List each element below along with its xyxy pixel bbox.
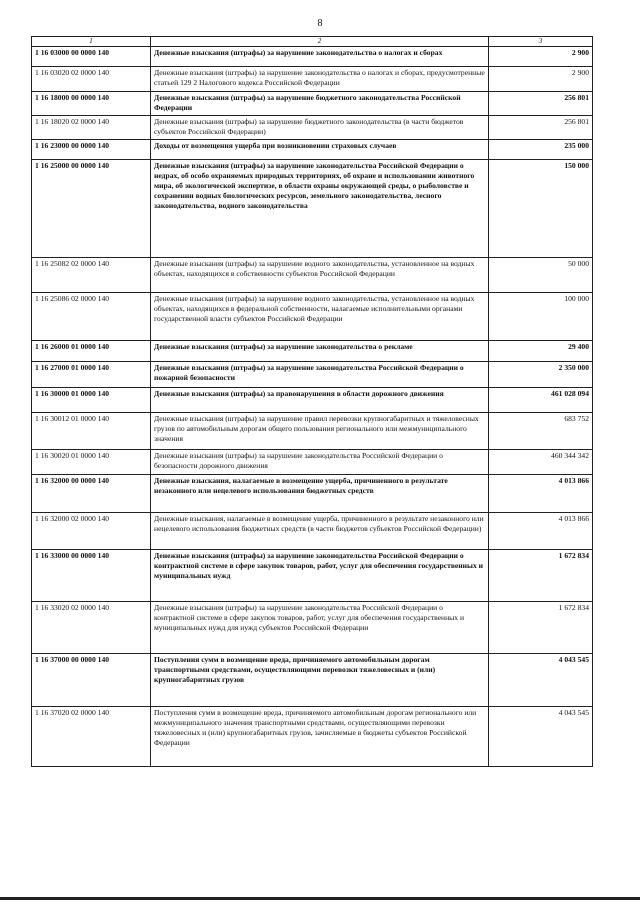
row-amount: 256 801: [489, 116, 593, 140]
table-row: [32, 160, 593, 258]
page-number: 8: [317, 18, 323, 29]
bottom-rule: [0, 897, 640, 900]
row-name: Денежные взыскания (штрафы) за нарушение законодательства о налогах и сборах: [151, 47, 489, 67]
row-code: 1 16 25082 02 0000 140: [32, 258, 151, 293]
row-code: 1 16 30020 01 0000 140: [32, 450, 151, 475]
row-code: 1 16 37000 00 0000 140: [32, 654, 151, 707]
table-row: [32, 388, 593, 413]
row-name: Денежные взыскания, налагаемые в возмещение ущерба, причиненного в результате незаконного или нецелевого использования бюджетных средств: [151, 475, 489, 513]
row-amount: 256 801: [489, 92, 593, 116]
row-name: Денежные взыскания (штрафы) за нарушение законодательства о рекламе: [151, 341, 489, 362]
row-code: 1 16 03020 02 0000 140: [32, 67, 151, 92]
row-code: 1 16 33020 02 0000 140: [32, 602, 151, 654]
row-name: Денежные взыскания (штрафы) за нарушение водного законодательства, установленное на водных объектах, находящихся в собственности субъектов Российской Федерации: [151, 258, 489, 293]
budget-table: [31, 36, 593, 767]
row-amount: 4 013 866: [489, 513, 593, 550]
row-code: 1 16 03000 00 0000 140: [32, 47, 151, 67]
row-name: Денежные взыскания (штрафы) за правонарушения в области дорожного движения: [151, 388, 489, 413]
table-row: [32, 475, 593, 513]
column-number-amount: 3: [489, 37, 593, 47]
row-code: 1 16 30012 01 0000 140: [32, 413, 151, 450]
row-name: Денежные взыскания (штрафы) за нарушение законодательства о налогах и сборах, предусмотренные статьей 129 2 Налогового кодекса Российской Федерации: [151, 67, 489, 92]
column-number-row: [32, 37, 593, 47]
row-name: Денежные взыскания (штрафы) за нарушение законодательства Российской Федерации о безопасности дорожного движения: [151, 450, 489, 475]
row-code: 1 16 18000 00 0000 140: [32, 92, 151, 116]
table-row: [32, 92, 593, 116]
row-amount: 461 028 094: [489, 388, 593, 413]
row-name: Денежные взыскания (штрафы) за нарушение законодательства Российской Федерации о контрактной системе в сфере закупок товаров, работ, услуг для обеспечения государственных и муниципальных нужд для нужд субъектов Российской Федерации: [151, 602, 489, 654]
table-row: [32, 654, 593, 707]
row-code: 1 16 18020 02 0000 140: [32, 116, 151, 140]
row-code: 1 16 33000 00 0000 140: [32, 550, 151, 602]
table-row: [32, 413, 593, 450]
row-name: Денежные взыскания (штрафы) за нарушение законодательства Российской Федерации о недрах, об особо охраняемых природных территориях, об охране и использовании животного мира, об экологической экспертизе, в области охраны окружающей среды, о рыболовстве и сохранении водных биологических ресурсов, земельного законодательства, лесного законодательства, водного законодательства: [151, 160, 489, 258]
row-code: 1 16 26000 01 0000 140: [32, 341, 151, 362]
table-row: [32, 67, 593, 92]
table-row: [32, 602, 593, 654]
row-amount: 2 900: [489, 67, 593, 92]
table-row: [32, 341, 593, 362]
column-number-name: 2: [151, 37, 489, 47]
row-name: Денежные взыскания (штрафы) за нарушение бюджетного законодательства (в части бюджетов субъектов Российской Федерации): [151, 116, 489, 140]
row-amount: 2 900: [489, 47, 593, 67]
row-name: Денежные взыскания (штрафы) за нарушение водного законодательства, установленное на водных объектах, находящихся в федеральной собственности, налагаемые исполнительными органами государственной власти субъектов Российской Федерации: [151, 293, 489, 341]
table-row: [32, 450, 593, 475]
row-amount: 4 043 545: [489, 707, 593, 767]
table-row: [32, 293, 593, 341]
row-amount: 150 000: [489, 160, 593, 258]
row-name: Доходы от возмещения ущерба при возникновении страховых случаев: [151, 140, 489, 160]
table-row: [32, 707, 593, 767]
row-name: Поступления сумм в возмещение вреда, причиняемого автомобильным дорогам транспортными средствами, осуществляющими перевозки тяжеловесных и (или) крупногабаритных грузов: [151, 654, 489, 707]
table-row: [32, 362, 593, 388]
row-code: 1 16 27000 01 0000 140: [32, 362, 151, 388]
row-code: 1 16 23000 00 0000 140: [32, 140, 151, 160]
table-body: [32, 47, 593, 767]
row-name: Поступления сумм в возмещение вреда, причиняемого автомобильным дорогам регионального или межмуниципального значения транспортными средствами, осуществляющими перевозки тяжеловесных и (или) крупногабаритных грузов, зачисляемые в бюджеты субъектов Российской Федерации: [151, 707, 489, 767]
row-amount: 29 400: [489, 341, 593, 362]
table-row: [32, 258, 593, 293]
row-amount: 100 000: [489, 293, 593, 341]
row-amount: 4 043 545: [489, 654, 593, 707]
row-amount: 235 000: [489, 140, 593, 160]
table-row: [32, 550, 593, 602]
column-number-code: 1: [32, 37, 151, 47]
row-code: 1 16 25000 00 0000 140: [32, 160, 151, 258]
row-amount: 460 344 342: [489, 450, 593, 475]
row-code: 1 16 30000 01 0000 140: [32, 388, 151, 413]
table-row: [32, 513, 593, 550]
table-row: [32, 47, 593, 67]
row-amount: 50 000: [489, 258, 593, 293]
row-amount: 1 672 834: [489, 602, 593, 654]
row-code: 1 16 32000 02 0000 140: [32, 513, 151, 550]
row-amount: 683 752: [489, 413, 593, 450]
row-amount: 2 350 000: [489, 362, 593, 388]
row-code: 1 16 37020 02 0000 140: [32, 707, 151, 767]
table-row: [32, 140, 593, 160]
row-amount: 1 672 834: [489, 550, 593, 602]
row-amount: 4 013 866: [489, 475, 593, 513]
row-name: Денежные взыскания (штрафы) за нарушение законодательства Российской Федерации о пожарной безопасности: [151, 362, 489, 388]
row-code: 1 16 32000 00 0000 140: [32, 475, 151, 513]
row-name: Денежные взыскания (штрафы) за нарушение бюджетного законодательства Российской Федерации: [151, 92, 489, 116]
row-name: Денежные взыскания (штрафы) за нарушение законодательства Российской Федерации о контрактной системе в сфере закупок товаров, работ, услуг для обеспечения государственных и муниципальных нужд: [151, 550, 489, 602]
row-code: 1 16 25086 02 0000 140: [32, 293, 151, 341]
row-name: Денежные взыскания (штрафы) за нарушение правил перевозки крупногабаритных и тяжеловесных грузов по автомобильным дорогам общего пользования регионального или межмуниципального значения: [151, 413, 489, 450]
table-row: [32, 116, 593, 140]
row-name: Денежные взыскания, налагаемые в возмещение ущерба, причиненного в результате незаконного или нецелевого использования бюджетных средств (в части бюджетов субъектов Российской Федерации): [151, 513, 489, 550]
